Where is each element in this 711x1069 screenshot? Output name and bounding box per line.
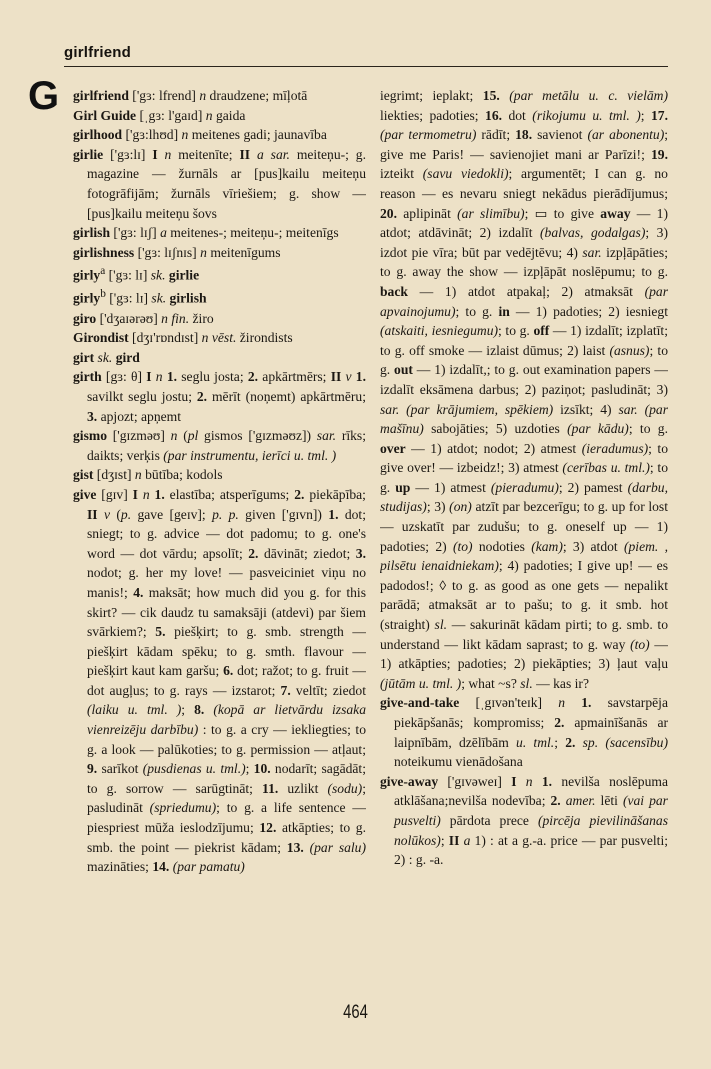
dictionary-entry: girlie ['gɜ:lɪ] I n meitenīte; II a sar. meiteņu-; g. magazine — žurnāls ar [pus]kailu meiteņu fotogrāfijām; žurnāls vīriešiem; g. show — [pus]kailu meiteņu šovs — [73, 146, 366, 221]
left-column — [73, 86, 366, 1016]
dictionary-entry: girth [gɜ: θ] I n 1. seglu josta; 2. apkārtmērs; II v 1. savilkt seglu jostu; 2. mērīt (noņemt) apkārtmēru; 3. apjozt; apņemt — [73, 369, 366, 424]
header-rule — [64, 66, 668, 67]
running-head: girlfriend — [64, 44, 132, 61]
right-column — [380, 86, 668, 1016]
dictionary-entry: gist [dʒɪst] n būtība; kodols — [73, 467, 223, 483]
dictionary-entry: girlfriend ['gɜ: lfrend] n draudzene; mīļotā — [73, 88, 308, 103]
dictionary-entry: Girl Guide [ˌgɜ: l'gaɪd] n gaida — [73, 107, 246, 123]
page-number: 464 — [343, 1002, 368, 1023]
dictionary-entry: Girondist [dʒɪ'rɒndɪst] n vēst. žirondists — [73, 330, 293, 346]
section-letter: G — [28, 74, 60, 118]
dictionary-entry: gismo ['gɪzməʊ] n (pl gismos ['gɪzməʊz]) sar. rīks; daikts; verķis (par instrumentu, ierīci u. tml. ) — [73, 428, 366, 463]
dictionary-entry: girlish ['gɜ: lɪʃ] a meitenes-; meiteņu-; meitenīgs — [73, 225, 339, 241]
dictionary-entry-continued: iegrimt; ieplakt; 15. (par metālu u. c. vielām) liekties; padoties; 16. dot (rikojumu u. tml. ); 17. (par termometru) rādīt; 18. savienot (ar abonentu); give me Paris! — savienojiet mani ar Parīzi!; 19. izteikt (savu viedokli); argumentēt; I can g. no reason — es nevaru sniegt nekādus pierādījumus; 20. aplipināt (ar slimību); ▭ to give away — 1) atdot; atdāvināt; 2) izdalīt (balvas, godalgas); 3) izdot pie vīra; būt par vedējtēvu; 4) sar. izpļāpāties; to g. away the show — izpļāpāt noslēpumu; to g. back — 1) atdot atpakaļ; 2) atmaksāt (par apvainojumu); to g. in — 1) padoties; 2) iesniegt (atskaiti, iesniegumu); to g. off — 1) izdalīt; izplatīt; to g. off smoke — izlaist dūmus; 2) laist (asnus); to g. out — 1) izdalīt,; to g. out examination papers — izdalīt eksāmena darbus; 2) paziņot; pasludināt; 3) sar. (par krājumiem, spēkiem) izsīkt; 4) sar. (par mašīnu) sabojāties; 5) uzdoties (par kādu); to g. over — 1) atdot; nodot; 2) atmest (ieradumus); to give over! — izbeidz!; 3) atmest (cerības u. tml.); to g. up — 1) atmest (pieradumu); 2) pamest (darbu, studijas); 3) (on) atzīt par bezcerīgu; to g. up for lost — uzskatīt par zudušu; to g. oneself up — 1) padoties; 2) (to) nodoties (kam); 3) atdot (piem. , pilsētu ienaidniekam); 4) padoties; I give up! — es padodos!; ◊ to g. as good as one gets — nepalikt parādā; atmaksāt ar to pašu; to g. it smb. hot (straight) sl. — sakurināt kādam pirti; to g. smb. to understand — likt kādam saprast; to g. way (to) — 1) atkāpties; padoties; 2) piekāpties; 3) ļaut vaļu (jūtām u. tml. ); what ~s? sl. — kas ir? — [380, 88, 668, 691]
dictionary-entry: give [gɪv] I n 1. elastība; atsperīgums; 2. piekāpība; II v (p. gave [geɪv]; p. p. given ['gɪvn]) 1. dot; sniegt; to g. advice — dot padomu; to g. one's word — dot vārdu; apsolīt; 2. dāvināt; ziedot; 3. nodot; g. her my love! — pasveiciniet viņu no manis!; 4. maksāt; how much did you g. for this skirt? — cik daudz tu samaksāji (atdevi) par šiem svārkiem?; 5. piešķirt; to g. smb. strength — piešķirt kādam spēku; to g. smth. flavour — piešķirt kaut kam garšu; 6. dot; ražot; to g. fruit — dot augļus; to g. rays — izstarot; 7. veltīt; ziedot (laiku u. tml. ); 8. (kopā ar lietvārdu izsaka vienreizēju darbību) : to g. a cry — iekliegties; to g. a look — palūkoties; to g. permission — atļaut; 9. sarīkot (pusdienas u. tml.); 10. nodarīt; sagādāt; to g. sorrow — sarūgtināt; 11. uzlikt (sodu); pasludināt (spriedumu); to g. a life sentence — piespriest mūža ieslodzījumu; 12. atkāpties; to g. smb. the point — piekrist kādam; 13. (par salu) mazināties; 14. (par pamatu) — [73, 486, 366, 875]
dictionary-entry: girt sk. gird — [73, 349, 140, 365]
dictionary-entry: giro ['dʒaɪərəʊ] n fin. žiro — [73, 310, 214, 326]
dictionary-entry: girlhood ['gɜ:lhʊd] n meitenes gadi; jaunavība — [73, 127, 327, 143]
dictionary-entry: girly$^a$ ['gɜ: lɪ] sk. girlie — [73, 265, 200, 283]
dictionary-entry: give-and-take [ˌgɪvən'teɪk] n 1. savstarpēja piekāpšanās; kompromiss; 2. apmainīšanās ar laipnībām, dzēlībām u. tml.; 2. sp. (sacensību) noteikumu vienādošana — [380, 695, 668, 770]
dictionary-entry: girly$^b$ ['gɜ: lɪ] sk. girlish — [73, 288, 207, 306]
dictionary-entry: girlishness ['gɜ: lɪʃnɪs] n meitenīgums — [73, 244, 281, 260]
dictionary-entry: give-away ['gɪvəweɪ] I n 1. nevilša noslēpuma atklāšana;nevilša nodevība; 2. amer. lēti (vai par pusvelti) pārdota prece (pircēja pievilināšanas nolūkos); II a 1) : at a g.-a. price — par pusvelti; 2) : g. -a. — [380, 773, 668, 868]
